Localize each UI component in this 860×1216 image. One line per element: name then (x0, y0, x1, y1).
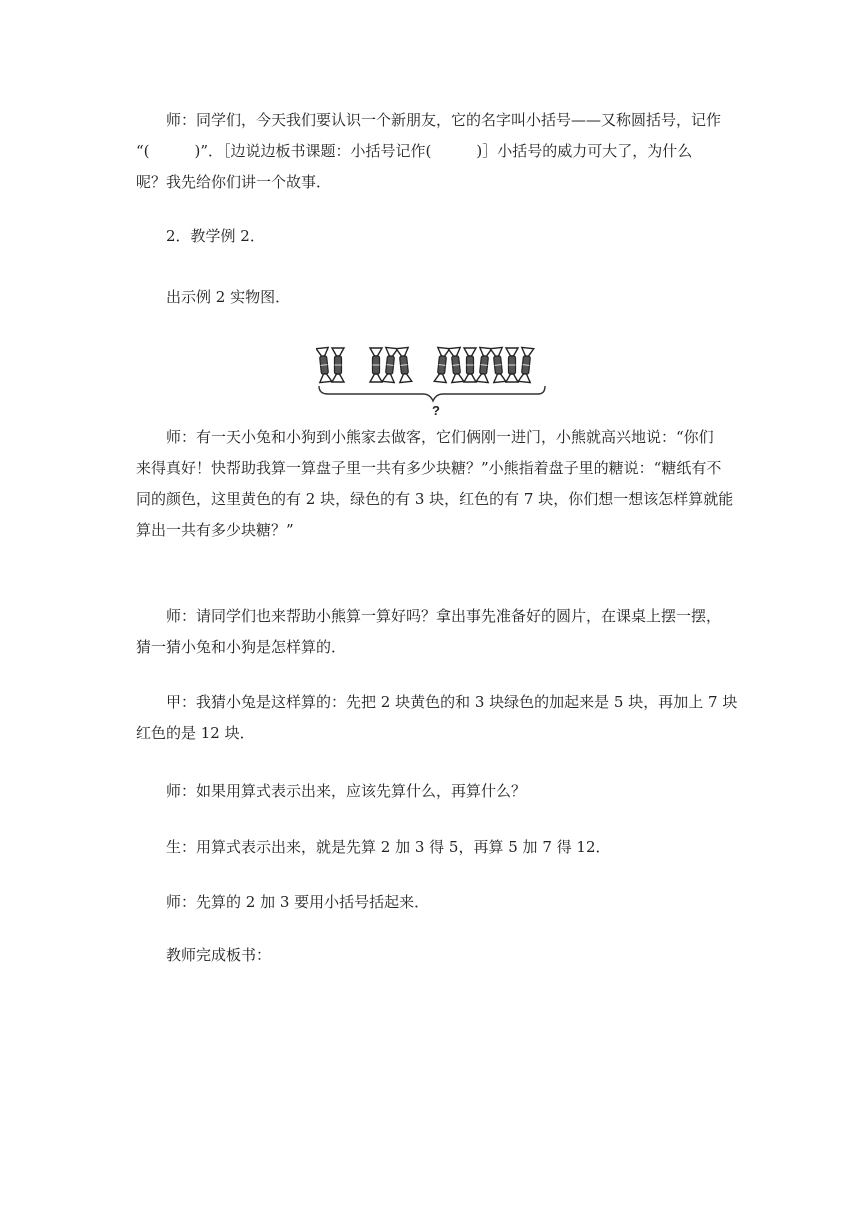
text-line: 师：先算的 2 加 3 要用小括号括起来． (166, 893, 430, 911)
candy-illustration (316, 344, 550, 420)
candy-figure (316, 344, 550, 420)
paragraph-intro (136, 105, 732, 198)
brace-question-mark: ? (432, 403, 440, 418)
text-line: 来得真好！快帮助我算一算盘子里一共有多少块糖？”小熊指着盘子里的糖说：“糖纸有不 (136, 459, 722, 477)
total-brace (319, 386, 545, 401)
text-line: 同的颜色，这里黄色的有 2 块，绿色的有 3 块，红色的有 7 块，你们想一想该怎样算就能 (136, 490, 734, 508)
candy-set (316, 347, 533, 382)
candy-icon (476, 347, 491, 382)
candy-icon (448, 347, 463, 382)
candy-icon (490, 347, 505, 382)
paragraph-activity (136, 601, 732, 663)
candy-icon (382, 347, 397, 382)
candy-group-1 (316, 347, 344, 382)
paragraph-show-figure (136, 282, 732, 313)
text-line: 教师完成板书： (166, 946, 272, 964)
candy-icon (434, 347, 449, 382)
candy-icon (396, 347, 411, 382)
text-line: 红色的是 12 块． (136, 724, 255, 742)
paragraph-teacher-explain (136, 887, 732, 918)
paragraph-board-writing (136, 940, 732, 971)
candy-icon (464, 348, 476, 382)
text-line: 甲：我猜小兔是这样算的：先把 2 块黄色的和 3 块绿色的加起来是 5 块，再加上 7 块 (166, 693, 738, 711)
text-line: 猜一猜小兔和小狗是怎样算的． (136, 638, 347, 656)
text-line: “( )”．［边说边板书课题：小括号记作( )］小括号的威力可大了，为什么 (136, 142, 693, 160)
candy-icon (370, 348, 382, 382)
text-line: 师：同学们，今天我们要认识一个新朋友，它的名字叫小括号——又称圆括号，记作 (166, 111, 722, 129)
paragraph-section-heading (136, 221, 732, 252)
text-line: 师：如果用算式表示出来，应该先算什么，再算什么？ (166, 782, 527, 800)
candy-icon (506, 348, 518, 382)
paragraph-student-answer (136, 832, 732, 863)
candy-icon (518, 347, 533, 382)
candy-group-2 (370, 347, 412, 382)
candy-icon (316, 347, 331, 382)
paragraph-teacher-question (136, 776, 732, 807)
paragraph-story (136, 422, 732, 546)
paragraph-student-guess (136, 687, 738, 749)
text-line: 生：用算式表示出来，就是先算 2 加 3 得 5，再算 5 加 7 得 12． (166, 838, 611, 856)
section-heading: 2．教学例 2． (166, 227, 265, 245)
text-line: 师：有一天小兔和小狗到小熊家去做客，它们俩刚一进门，小熊就高兴地说：“你们 (166, 428, 714, 446)
text-line: 出示例 2 实物图． (166, 288, 291, 306)
text-line: 算出一共有多少块糖？” (136, 521, 294, 539)
candy-icon (332, 348, 344, 382)
text-line: 呢？我先给你们讲一个故事． (136, 173, 332, 191)
candy-group-3 (434, 347, 533, 382)
text-line: 师：请同学们也来帮助小熊算一算好吗？拿出事先准备好的圆片，在课桌上摆一摆， (166, 607, 722, 625)
